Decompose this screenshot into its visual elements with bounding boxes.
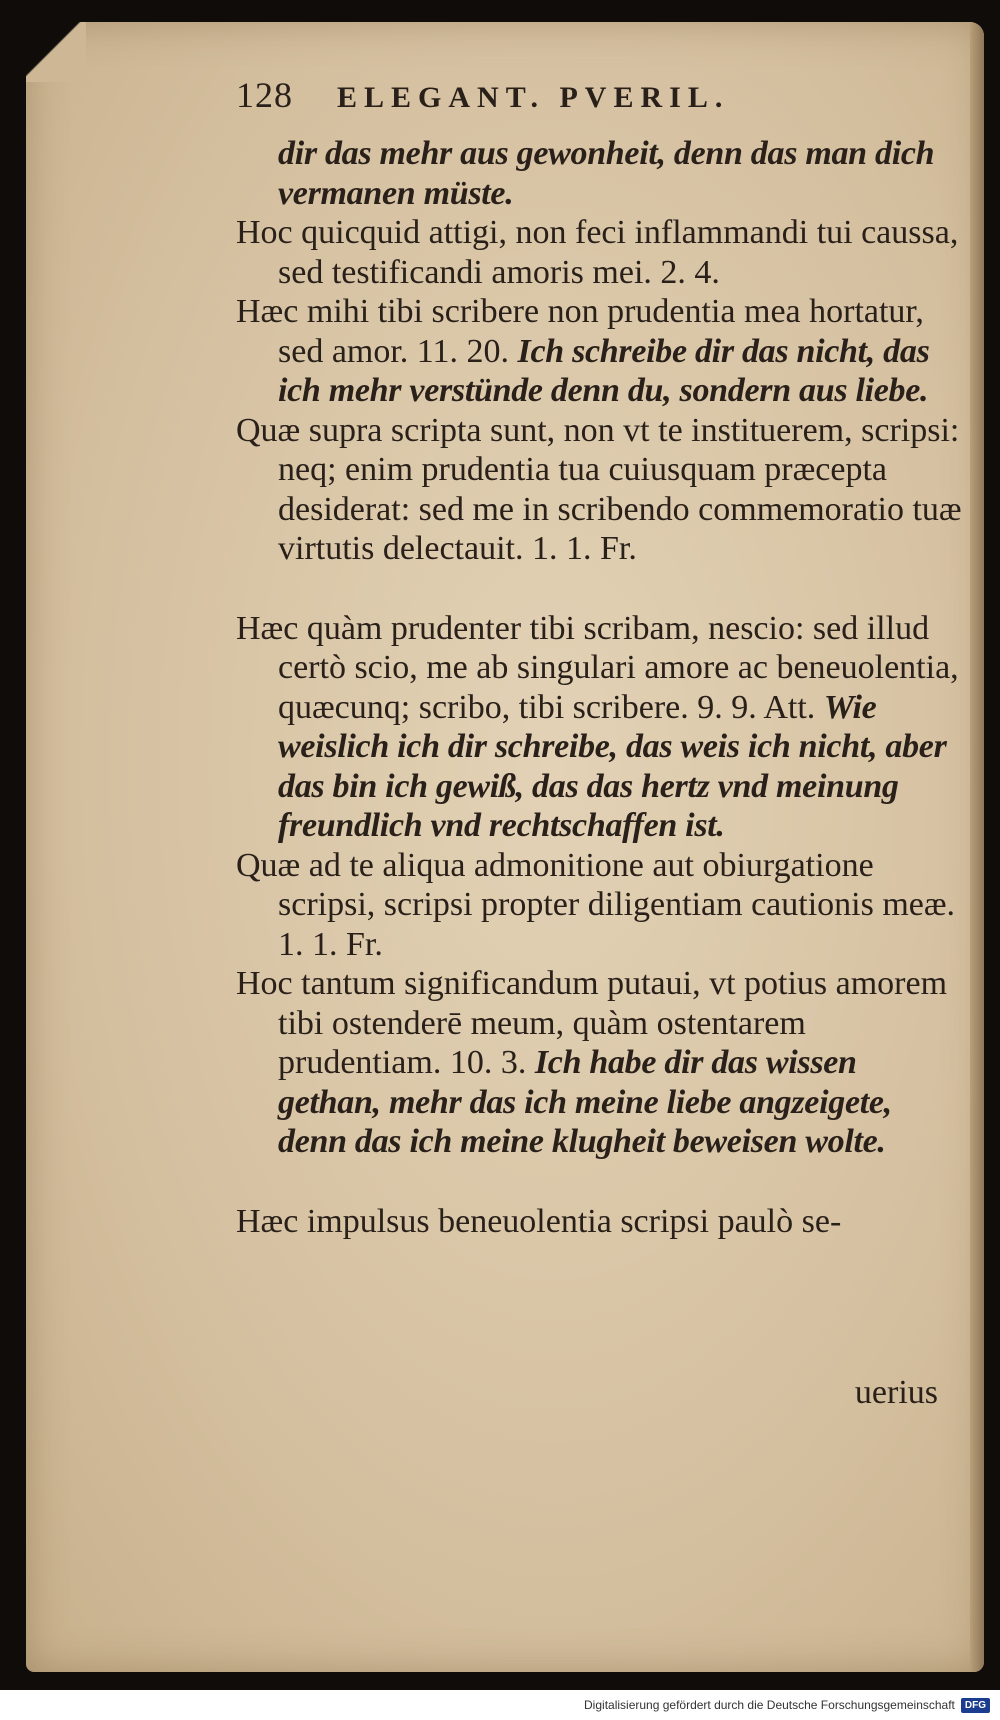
page-header: [236, 74, 876, 116]
text-paragraph: [236, 1202, 966, 1242]
text-paragraph: [236, 846, 966, 965]
latin-text: Hæc mihi tibi scribere non prudentia mea hortatur, sed amor. 11. 20.: [236, 293, 924, 370]
text-paragraph: [236, 964, 966, 1162]
footer-credit: Digitalisierung gefördert durch die Deutsche Forschungsgemeinschaft: [584, 1698, 955, 1712]
german-translation: Wie weislich ich dir schreibe, das weis ich nicht, aber das bin ich gewiß, das das hertz vnd meinung freundlich vnd rechtschaffen ist.: [278, 688, 947, 844]
german-translation: dir das mehr aus gewonheit, denn das man dich vermanen müste.: [278, 135, 935, 212]
text-paragraph: [236, 213, 966, 292]
latin-text: Hæc impulsus beneuolentia scripsi paulò se-: [236, 1202, 842, 1240]
latin-text: Hoc tantum significandum putaui, vt potius amorem tibi ostenderē meum, quàm ostentarem prudentiam. 10. 3.: [236, 965, 948, 1081]
page-number: 128: [236, 75, 293, 115]
german-translation: Ich habe dir das wissen gethan, mehr das ich meine liebe angzeigete, denn das ich meine klugheit beweisen wolte.: [278, 1044, 892, 1160]
catchword: uerius: [854, 1374, 938, 1411]
page-right-edge: [970, 22, 984, 1672]
page-corner-fold: [26, 22, 86, 82]
german-translation: Ich schreibe dir das nicht, das ich mehr verstünde denn du, sondern aus liebe.: [278, 332, 930, 409]
text-paragraph: [236, 609, 966, 846]
text-paragraph: [236, 134, 966, 213]
latin-text: Hoc quicquid attigi, non feci inflammandi tui caussa, sed testificandi amoris mei. 2. 4.: [236, 214, 959, 291]
latin-text: Quæ supra scripta sunt, non vt te instituerem, scripsi: neq; enim prudentia tua cuiusquam præcepta desiderat: sed me in scribendo commemoratio tuæ virtutis delectauit. 1. 1. Fr.: [236, 411, 962, 567]
latin-text: Quæ ad te aliqua admonitione aut obiurgatione scripsi, scripsi propter diligentiam cautionis meæ. 1. 1. Fr.: [236, 846, 956, 963]
latin-text: Hæc quàm prudenter tibi scribam, nescio: sed illud certò scio, me ab singulari amore ac beneuolentia, quæcunq; scribo, tibi scribere. 9. 9. Att.: [236, 609, 959, 726]
book-page: [26, 22, 984, 1672]
main-text: [236, 134, 966, 1241]
text-paragraph: [236, 411, 966, 569]
dfg-logo: DFG: [961, 1698, 990, 1713]
text-paragraph: [236, 292, 966, 411]
running-title: ELEGANT. PVERIL.: [337, 81, 730, 114]
digitization-footer: [0, 1690, 1000, 1720]
